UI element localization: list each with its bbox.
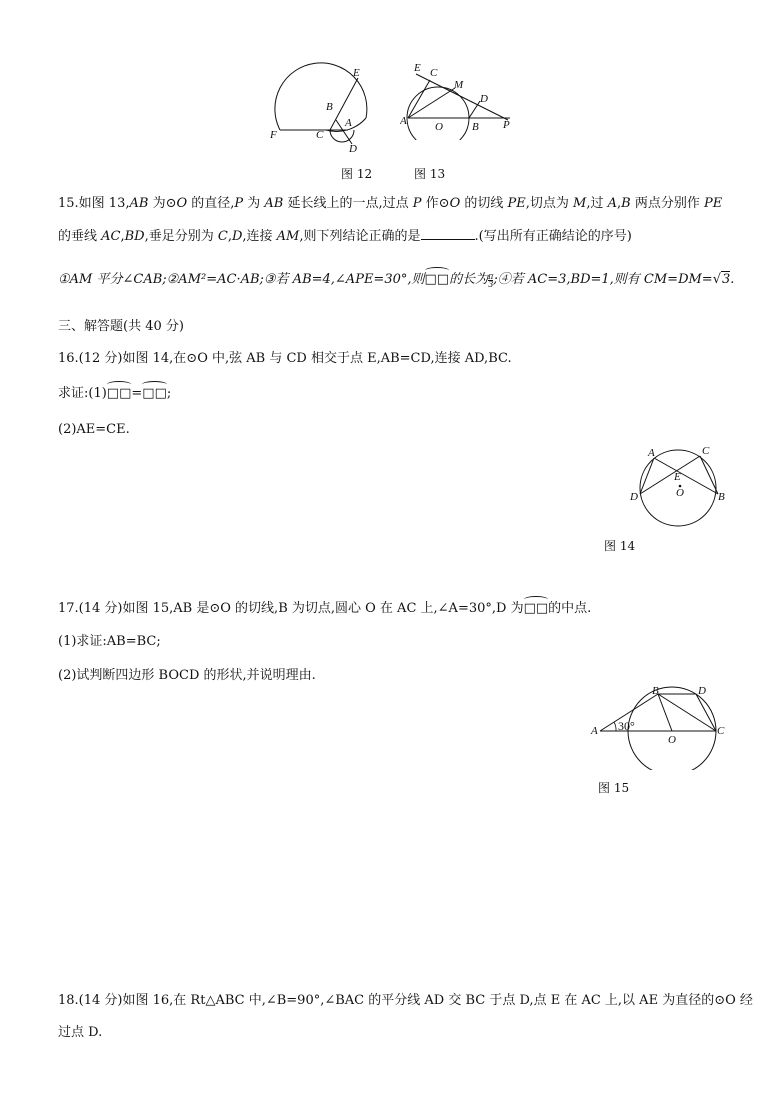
fig13-caption: 图 13 — [414, 167, 446, 181]
answer-blank[interactable] — [421, 227, 475, 240]
figure-15 — [590, 686, 730, 770]
fig13-label-o: O — [435, 121, 443, 133]
fig15-label-b: B — [652, 686, 659, 697]
q15-line2: 的垂线 AC,BD,垂足分别为 C,D,连接 AM,则下列结论正确的是 .(写出所有正确结论的序号) — [58, 229, 632, 244]
fig14-label-o: O — [676, 487, 684, 499]
fig13-label-a: A — [400, 115, 407, 127]
q16-part2: (2)AE=CE. — [58, 422, 130, 437]
figure-12 — [268, 62, 378, 152]
fig13-label-b: B — [472, 121, 479, 133]
fig14-caption: 图 14 — [604, 539, 636, 553]
fig14-label-a: A — [648, 447, 655, 459]
q16-stem: 16.(12 分)如图 14,在⊙O 中,弦 AB 与 CD 相交于点 E,AB=CD,连接 AD,BC. — [58, 351, 512, 366]
fig12-label-c: C — [316, 129, 324, 141]
fig12-label-b: B — [326, 101, 333, 113]
fig14-label-d: D — [630, 491, 638, 503]
fig15-angle-label: 30° — [618, 719, 635, 733]
fig12-caption: 图 12 — [341, 167, 373, 181]
figure-14 — [626, 440, 730, 530]
fig15-caption: 图 15 — [598, 781, 630, 795]
figure-13 — [400, 60, 520, 140]
q15-options: ①AM 平分∠CAB;②AM²=AC·AB;③若 AB=4,∠APE=30°,则□□的长为 $\frac{\pi}{3}$ ;④若 AC=3,BD=1,则有 CM=DM=√3. — [58, 272, 735, 289]
q18-line2: 过点 D. — [58, 1025, 103, 1040]
fig13-label-m: M — [454, 79, 464, 91]
section-3-heading: 三、解答题(共 40 分) — [58, 319, 184, 334]
fig12-label-e: E — [353, 67, 360, 79]
q17-part1: (1)求证:AB=BC; — [58, 634, 161, 649]
fig13-label-d: D — [480, 93, 488, 105]
q17-stem: 17.(14 分)如图 15,AB 是⊙O 的切线,B 为切点,圆心 O 在 AC 上,∠A=30°,D 为□□的中点. — [58, 601, 592, 616]
fig15-label-d: D — [698, 686, 706, 697]
fig14-label-e: E — [674, 471, 681, 483]
q15-line1: 15.如图 13,AB 为⊙O 的直径,P 为 AB 延长线上的一点,过点 P 作⊙O 的切线 PE,切点为 M,过 A,B 两点分别作 PE — [58, 196, 723, 211]
fig13-label-p: P — [503, 119, 510, 131]
fig12-label-a: A — [345, 117, 352, 129]
fig15-label-a: A — [591, 725, 598, 737]
fraction-pi-over-3: $\frac{\pi}{3}$ — [488, 272, 494, 289]
fig14-label-c: C — [702, 445, 710, 457]
q18-line1: 18.(14 分)如图 16,在 Rt△ABC 中,∠B=90°,∠BAC 的平分线 AD 交 BC 于点 D,点 E 在 AC 上,以 AE 为直径的⊙O 经 — [58, 993, 753, 1008]
fig13-label-e: E — [414, 62, 421, 74]
fig12-label-f: F — [270, 129, 277, 141]
fig13-label-c: C — [430, 67, 438, 79]
fig12-label-d: D — [349, 143, 357, 152]
fig14-label-b: B — [718, 491, 725, 503]
q16-part1: 求证:(1)□□=□□; — [58, 386, 172, 401]
fig15-label-c: C — [717, 725, 725, 737]
q17-part2: (2)试判断四边形 BOCD 的形状,并说明理由. — [58, 668, 316, 683]
fig15-label-o: O — [668, 734, 676, 746]
